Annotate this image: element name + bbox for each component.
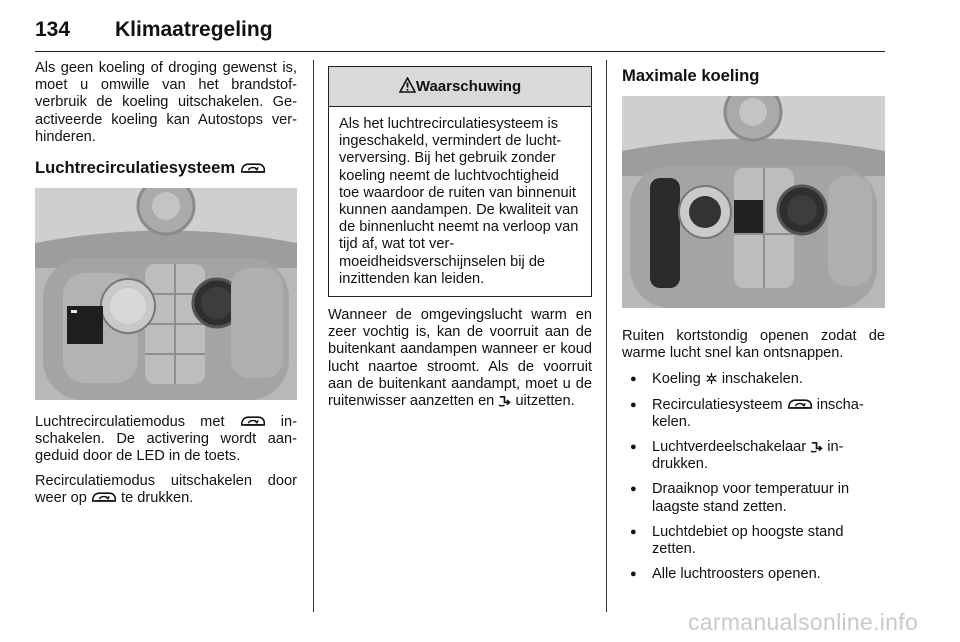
column-1	[35, 60, 297, 507]
air-distribution-icon	[810, 440, 823, 453]
list-item: ● Recirculatiesysteem inschakelen.	[622, 397, 885, 431]
recirculation-icon	[91, 491, 117, 504]
max-cooling-steps	[622, 371, 885, 583]
air-distribution-icon	[498, 394, 511, 407]
recirculation-icon	[240, 162, 266, 175]
section-heading-max-cooling: Maximale koeling	[622, 66, 760, 85]
warning-header: Waarschuwing	[329, 67, 591, 107]
column-3	[622, 60, 885, 591]
warning-text: Als het luchtrecirculatiesysteem is ingeschakeld, vermindert de luchtverversing. Bij het gebruik zonder koeling neemt de luchtvochtigheid toe waardoor de ruiten van binnenuit kunnen aandampen. De kwaliteit van de binnenlucht neemt na verloop van tijd af, wat tot vermoeidheidsverschijnselen bij de inzittenden kan leiden.	[339, 116, 579, 287]
snowflake-icon	[705, 372, 718, 385]
recirculation-icon	[240, 415, 266, 428]
climate-panel-photo-2	[622, 96, 885, 308]
watermark: carmanualsonline.info	[688, 609, 919, 635]
intro-paragraph: Als geen koeling of droging gewenst is, moet u omwille van het brandstofverbruik de koeling uitschakelen. Geactiveerde koeling kan Autostops verhinderen.	[35, 60, 297, 145]
recirculation-on-paragraph: Luchtrecirculatiemodus met inschakelen. De activering wordt aangeduid door de LED in de toets.	[35, 414, 297, 465]
windscreen-fog-paragraph: Wanneer de omgevingslucht warm en zeer vochtig is, kan de voorruit aan de buitenkant aandampen wanneer er koud lucht naartoe stroomt. Als de voorruit aan de buitenkant aandampt, moet u de ruitenwisser aanzetten en uitzetten.	[328, 307, 592, 410]
list-item: ● Koeling inschakelen.	[622, 371, 885, 388]
climate-panel-photo-1	[35, 188, 297, 400]
column-divider	[313, 60, 314, 612]
recirculation-off-paragraph: Recirculatiemodus uitschakelen door weer op te drukken.	[35, 472, 297, 506]
page-header	[35, 8, 885, 52]
warning-box	[328, 66, 592, 297]
page-title: Klimaatregeling	[115, 18, 273, 41]
column-divider	[606, 60, 607, 612]
list-item: ● Luchtdebiet op hoogste stand zetten.	[622, 524, 885, 558]
list-item: ● Luchtverdeelschakelaar indrukken.	[622, 439, 885, 473]
list-item: ● Alle luchtroosters openen.	[622, 566, 885, 583]
column-2	[328, 60, 592, 410]
list-item: ● Draaiknop voor temperatuur in laagste stand zetten.	[622, 481, 885, 515]
recirculation-icon	[787, 398, 813, 411]
section-heading-recirculation: Luchtrecirculatiesysteem	[35, 158, 297, 178]
page-number: 134	[35, 18, 71, 41]
warning-triangle-icon	[399, 77, 416, 93]
max-cooling-intro: Ruiten kortstondig openen zodat de warme lucht snel kan ontsnappen.	[622, 328, 885, 362]
